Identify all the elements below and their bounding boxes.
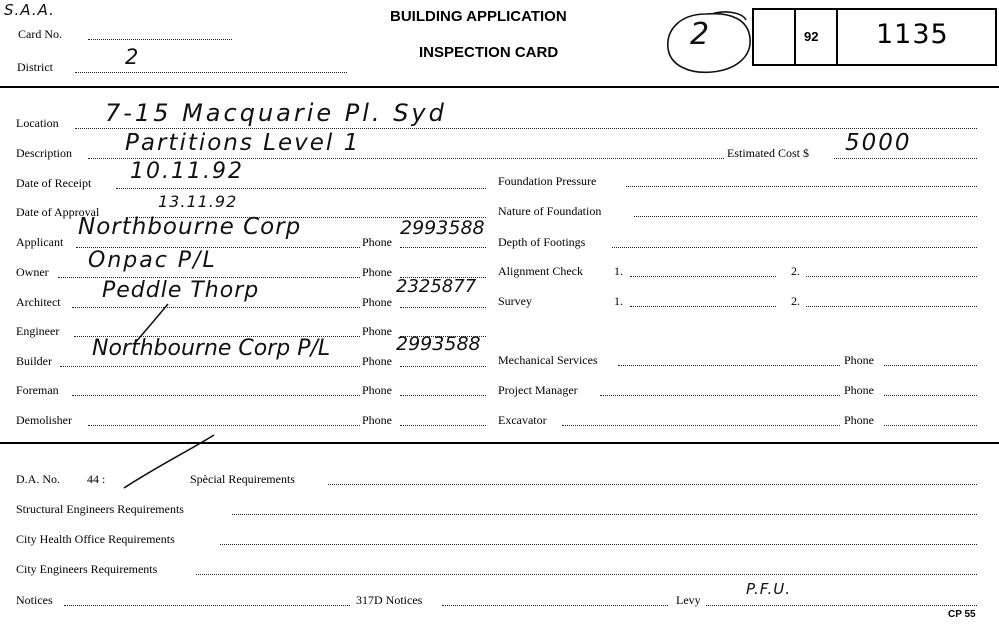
excavator-phone-field[interactable] (884, 425, 977, 426)
form-title-line2: INSPECTION CARD (419, 44, 559, 61)
demolisher-label: Demolisher (16, 413, 72, 427)
demolisher-phone-field[interactable] (400, 425, 486, 426)
location-value: 7-15 Macquarie Pl. Syd (105, 99, 447, 127)
foreman-field[interactable] (72, 395, 360, 396)
district-field[interactable] (75, 72, 347, 73)
applicant-label: Applicant (16, 235, 64, 249)
date-of-receipt-field[interactable] (116, 188, 486, 189)
location-label: Location (16, 116, 59, 130)
applicant-phone-value: 2993588 (400, 217, 485, 239)
alignment-check-2-label: 2. (791, 264, 800, 278)
mechanical-services-phone-field[interactable] (884, 365, 977, 366)
city-engineers-requirements-label: City Engineers Requirements (16, 562, 158, 576)
survey-label: Survey (498, 294, 532, 308)
mechanical-services-phone-label: Phone (844, 353, 874, 367)
excavator-field[interactable] (562, 425, 840, 426)
notices-label: Notices (16, 593, 53, 607)
architect-label: Architect (16, 295, 61, 309)
description-label: Description (16, 146, 72, 160)
alignment-check-label: Alignment Check (498, 264, 583, 278)
builder-field[interactable] (60, 366, 360, 367)
structural-requirements-field[interactable] (232, 514, 977, 515)
architect-field[interactable] (72, 307, 360, 308)
description-value: Partitions Level 1 (125, 130, 361, 156)
alignment-check-1-field[interactable] (630, 276, 776, 277)
city-engineers-requirements-field[interactable] (196, 574, 977, 575)
special-requirements-field[interactable] (328, 484, 977, 485)
survey-1-label: 1. (614, 294, 623, 308)
card-no-label: Card No. (18, 27, 62, 41)
levy-field[interactable] (706, 605, 977, 606)
district-value: 2 (125, 45, 140, 69)
circled-number: 2 (690, 17, 711, 52)
city-health-requirements-field[interactable] (220, 544, 977, 545)
da-no-value: 44 : (87, 472, 106, 486)
form-code: CP 55 (948, 609, 976, 620)
location-field[interactable] (75, 128, 977, 129)
special-requirements-label: Spècial Requirements (190, 472, 295, 486)
builder-value: Northbourne Corp P/L (92, 336, 331, 361)
levy-label: Levy (676, 593, 701, 607)
builder-phone-value: 2993588 (396, 333, 481, 355)
levy-value: P.F.U. (746, 580, 791, 598)
year-cell: 92 (804, 29, 819, 44)
owner-label: Owner (16, 265, 49, 279)
architect-value: Peddle Thorp (102, 278, 260, 303)
project-manager-phone-field[interactable] (884, 395, 977, 396)
project-manager-label: Project Manager (498, 383, 578, 397)
card-no-field[interactable] (88, 39, 232, 40)
divider-top (0, 86, 999, 88)
nature-of-foundation-field[interactable] (634, 216, 977, 217)
foundation-pressure-label: Foundation Pressure (498, 174, 597, 188)
nature-of-foundation-label: Nature of Foundation (498, 204, 602, 218)
builder-label: Builder (16, 354, 52, 368)
date-of-approval-label: Date of Approval (16, 205, 100, 219)
applicant-value: Northbourne Corp (78, 214, 302, 240)
estimated-cost-value: 5000 (845, 130, 912, 156)
date-of-receipt-label: Date of Receipt (16, 176, 92, 190)
depth-of-footings-label: Depth of Footings (498, 235, 586, 249)
engineer-phone-label: Phone (362, 324, 392, 338)
date-of-receipt-value: 10.11.92 (130, 159, 244, 184)
demolisher-phone-label: Phone (362, 413, 392, 427)
engineer-label: Engineer (16, 324, 60, 338)
owner-value: Onpac P/L (88, 248, 217, 273)
excavator-phone-label: Phone (844, 413, 874, 427)
architect-phone-value: 2325877 (396, 276, 477, 297)
survey-2-label: 2. (791, 294, 800, 308)
applicant-phone-field[interactable] (400, 247, 486, 248)
foreman-phone-field[interactable] (400, 395, 486, 396)
project-manager-phone-label: Phone (844, 383, 874, 397)
mechanical-services-field[interactable] (618, 365, 840, 366)
foreman-phone-label: Phone (362, 383, 392, 397)
owner-phone-label: Phone (362, 265, 392, 279)
builder-phone-label: Phone (362, 354, 392, 368)
district-label: District (17, 60, 53, 74)
alignment-check-2-field[interactable] (806, 276, 977, 277)
date-of-approval-value: 13.11.92 (158, 192, 238, 211)
structural-requirements-label: Structural Engineers Requirements (16, 502, 184, 516)
estimated-cost-label: Estimated Cost $ (727, 146, 809, 160)
notices-317d-field[interactable] (442, 605, 668, 606)
builder-phone-field[interactable] (400, 366, 486, 367)
foundation-pressure-field[interactable] (626, 186, 977, 187)
card-number: 1135 (876, 19, 949, 50)
survey-1-field[interactable] (630, 306, 776, 307)
applicant-phone-label: Phone (362, 235, 392, 249)
excavator-label: Excavator (498, 413, 547, 427)
form-title-line1: BUILDING APPLICATION (390, 8, 567, 25)
estimated-cost-field[interactable] (834, 158, 977, 159)
da-no-label: D.A. No. (16, 472, 60, 486)
card-number-box (752, 8, 997, 66)
city-health-requirements-label: City Health Office Requirements (16, 532, 175, 546)
architect-phone-field[interactable] (400, 307, 486, 308)
alignment-check-1-label: 1. (614, 264, 623, 278)
mechanical-services-label: Mechanical Services (498, 353, 598, 367)
demolisher-field[interactable] (88, 425, 360, 426)
notices-field[interactable] (64, 605, 350, 606)
project-manager-field[interactable] (600, 395, 840, 396)
depth-of-footings-field[interactable] (612, 247, 977, 248)
foreman-label: Foreman (16, 383, 59, 397)
stamp-handwritten: S.A.A. (4, 1, 55, 19)
architect-phone-label: Phone (362, 295, 392, 309)
survey-2-field[interactable] (806, 306, 977, 307)
notices-317d-label: 317D Notices (356, 593, 423, 607)
